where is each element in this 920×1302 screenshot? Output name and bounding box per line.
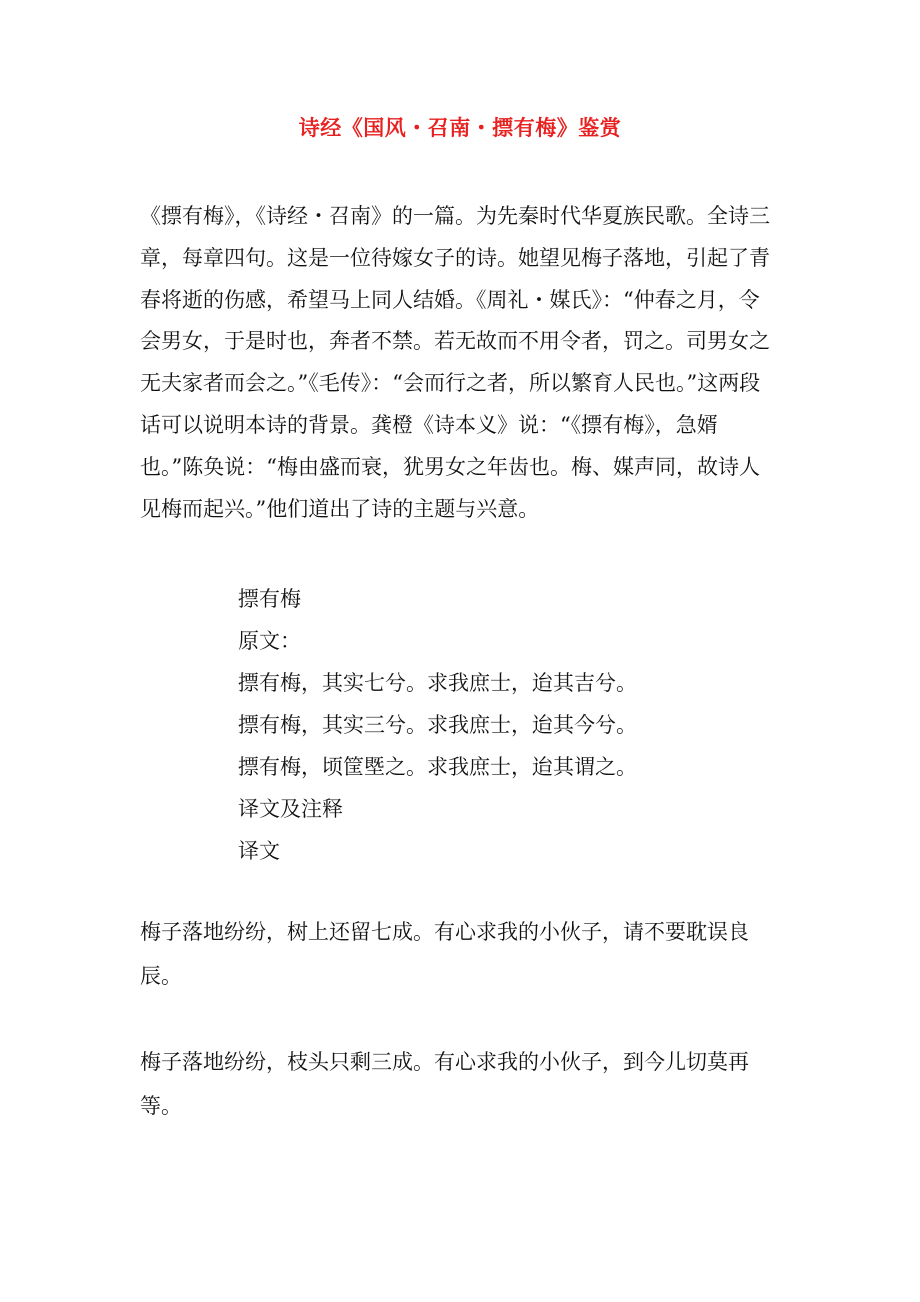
translation-heading: 译文: [238, 839, 280, 863]
translation-paragraph: 梅子落地纷纷，枝头只剩三成。有心求我的小伙子，到今儿切莫再等。: [140, 1050, 749, 1118]
poem-line: 摽有梅，顷筐塈之。求我庶士，迨其谓之。: [238, 755, 637, 779]
page-title: 诗经《国风・召南・摽有梅》鉴赏: [298, 115, 622, 140]
poem-title: 摽有梅: [238, 587, 301, 611]
notes-heading: 译文及注释: [238, 797, 343, 821]
intro-paragraph: 《摽有梅》，《诗经・召南》的一篇。为先秦时代华夏族民歌。全诗三章，每章四句。这是一位待嫁女子的诗。她望见梅子落地，引起了青春将逝的伤感，希望马上同人结婚。《周礼・媒氏》：“仲春之月，令会男女，于是时也，奔者不禁。若无故而不用令者，罚之。司男女之无夫家者而会之。”《毛传》：“会而行之者，所以繁育人民也。”这两段话可以说明本诗的背景。龚橙《诗本义》说：“《摽有梅》，急婿也。”陈奂说：“梅由盛而衰，犹男女之年齿也。梅、媒声同，故诗人见梅而起兴。”他们道出了诗的主题与兴意。: [140, 204, 770, 521]
poem-line: 摽有梅，其实三兮。求我庶士，迨其今兮。: [238, 713, 637, 737]
original-label: 原文：: [238, 629, 301, 653]
poem-line: 摽有梅，其实七兮。求我庶士，迨其吉兮。: [238, 671, 637, 695]
poem-block: [238, 578, 798, 872]
translation-paragraph: 梅子落地纷纷，树上还留七成。有心求我的小伙子，请不要耽误良辰。: [140, 920, 749, 988]
